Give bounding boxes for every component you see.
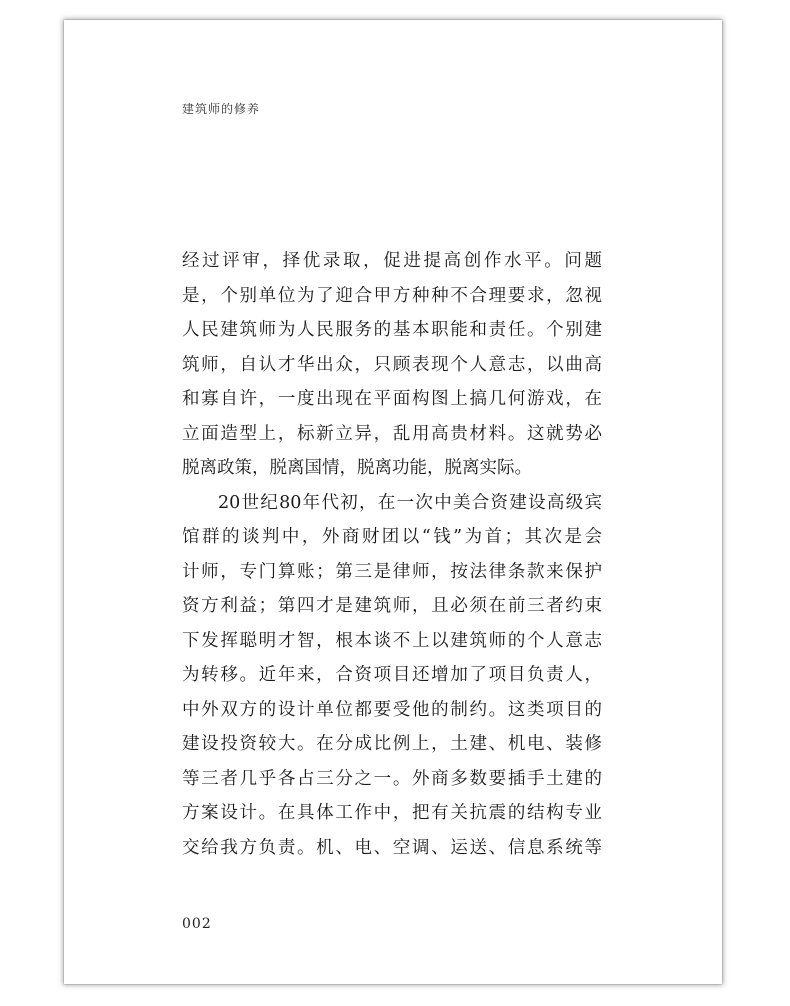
text-line: 下发挥聪明才智，根本谈不上以建筑师的个人意志 [182, 630, 602, 651]
paragraph [182, 244, 602, 486]
text-line: 交给我方负责。机、电、空调、运送、信息系统等 [182, 837, 602, 858]
body-text [182, 244, 602, 865]
text-line: 人民建筑师为人民服务的基本职能和责任。个别建 [182, 320, 602, 340]
text-line: 计师，专门算账；第三是律师，按法律条款来保护 [182, 561, 602, 582]
text-line: 建设投资较大。在分成比例上，土建、机电、装修 [182, 734, 602, 754]
text-line: 资方利益；第四才是建筑师，且必须在前三者约束 [182, 596, 602, 616]
text-line: 脱离政策，脱离国情，脱离功能，脱离实际。 [182, 458, 532, 478]
text-line: 20世纪80年代初，在一次中美合资建设高级宾 [218, 492, 602, 513]
text-line: 馆群的谈判中，外商财团以“钱”为首；其次是会 [182, 527, 602, 547]
text-line: 中外双方的设计单位都要受他的制约。这类项目的 [182, 699, 602, 720]
text-line: 是，个别单位为了迎合甲方种种不合理要求，忽视 [182, 285, 602, 306]
text-line: 为转移。近年来，合资项目还增加了项目负责人， [182, 665, 602, 685]
running-head: 建筑师的修养 [182, 102, 261, 116]
text-line: 方案设计。在具体工作中，把有关抗震的结构专业 [182, 803, 602, 823]
paragraph [182, 486, 602, 866]
text-line: 筑师，自认才华出众，只顾表现个人意志，以曲高 [182, 354, 602, 375]
text-line: 等三者几乎各占三分之一。外商多数要插手土建的 [182, 768, 602, 789]
text-line: 经过评审，择优录取，促进提高创作水平。问题 [182, 251, 602, 271]
page-number: 002 [182, 916, 212, 932]
text-line: 和寡自许，一度出现在平面构图上搞几何游戏，在 [182, 389, 602, 409]
book-page [64, 20, 722, 984]
text-line: 立面造型上，标新立异，乱用高贵材料。这就势必 [182, 423, 602, 444]
